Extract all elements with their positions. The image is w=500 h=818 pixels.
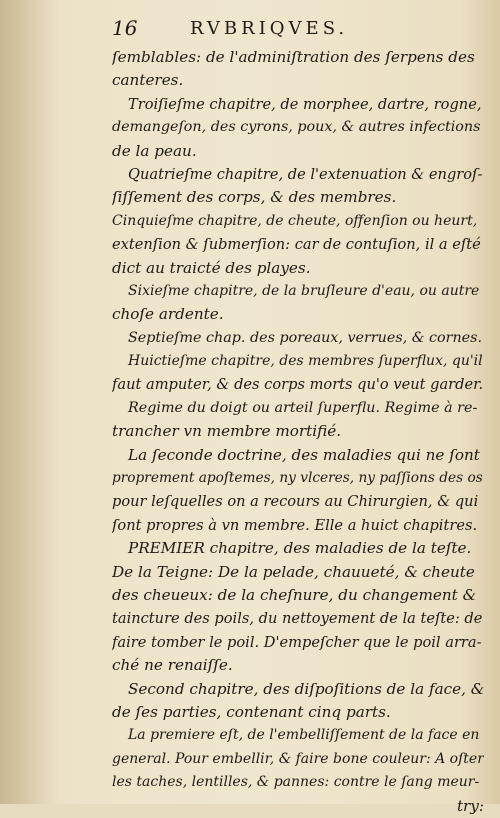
text-line: de la peau.: [112, 141, 197, 160]
running-head: RVBRIQVES.: [190, 18, 349, 39]
text-line: les taches, lentilles, & pannes: contre le ſang meur-: [112, 774, 480, 791]
text-line: Quatrieſme chapitre, de l'extenuation & engroſ-: [128, 165, 483, 183]
text-line: demangeſon, des cyrons, poux, & autres infections: [112, 119, 481, 136]
text-line: ché ne renaiſſe.: [112, 656, 233, 675]
text-line: des cheueux: de la cheſnure, du changement &: [112, 585, 477, 604]
text-line: Second chapitre, des diſpoſitions de la face, &: [128, 679, 484, 698]
text-line: taincture des poils, du nettoyement de la teſte: de: [112, 610, 483, 628]
text-line: Septieſme chap. des poreaux, verrues, & cornes.: [128, 329, 483, 346]
text-line: Troiſieſme chapitre, de morphee, dartre, rogne,: [128, 95, 482, 113]
text-line: faut amputer, & des corps morts qu'o veut garder.: [112, 376, 484, 394]
text-line: ſemblables: de l'adminiſtration des ſerpens des: [112, 48, 475, 66]
text-line: La ſeconde doctrine, des maladies qui ne ſont: [128, 445, 480, 464]
text-line: La premiere eſt, de l'embelliſſement de la face en: [128, 727, 480, 744]
page-gutter-shadow: [0, 0, 60, 804]
text-line: ſont propres à vn membre. Elle a huict chapitres.: [112, 516, 478, 534]
text-line: faire tomber le poil. D'empeſcher que le poil arra-: [112, 633, 482, 651]
text-line: choſe ardente.: [112, 305, 224, 324]
text-line: dict au traicté des playes.: [112, 258, 311, 277]
table-of-contents-text: [112, 46, 484, 818]
text-line: Cinquieſme chapitre, de cheute, offenſion ou heurt,: [112, 212, 478, 229]
page-number: 16: [112, 16, 138, 40]
text-line: ſiſſement des corps, & des membres.: [112, 188, 397, 207]
text-line: Regime du doigt ou arteil ſuperflu. Regime à re-: [128, 399, 478, 416]
text-line: trancher vn membre mortifié.: [112, 422, 342, 441]
text-line: extenſion & ſubmerſion: car de contuſion, il a eſté: [112, 236, 481, 254]
text-line: canteres.: [112, 71, 184, 90]
text-line: de ſes parties, contenant cinq parts.: [112, 702, 391, 721]
text-line: general. Pour embellir, & faire bone couleur: A oſter: [112, 750, 484, 767]
text-line: De la Teigne: De la pelade, chauueté, & cheute: [112, 562, 475, 581]
text-line: PREMIER chapitre, des maladies de la teſte.: [128, 539, 472, 558]
text-line: try:: [456, 796, 484, 815]
text-line: pour leſquelles on a recours au Chirurgien, & qui: [112, 493, 479, 511]
text-line: Sixieſme chapitre, de la bruſleure d'eau, ou autre: [128, 282, 480, 299]
page-header: [0, 14, 500, 40]
text-line: proprement apoſtemes, ny vlceres, ny paſſions des os: [112, 470, 483, 487]
text-line: Huictieſme chapitre, des membres ſuperflux, qu'il: [128, 353, 483, 370]
